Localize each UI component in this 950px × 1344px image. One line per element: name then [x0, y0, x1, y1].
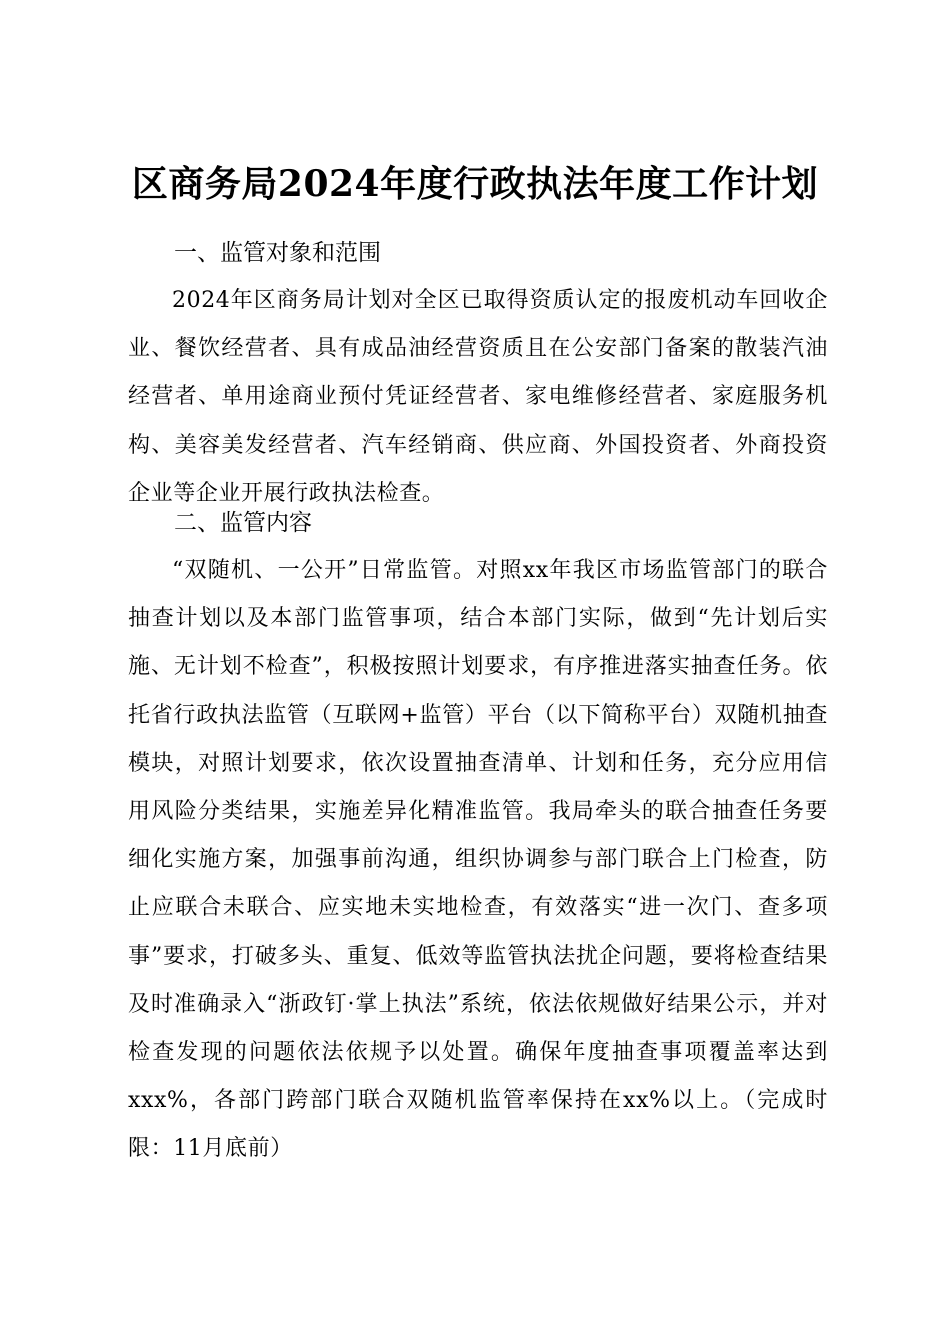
section-paragraph: 2024年区商务局计划对全区已取得资质认定的报废机动车回收企业、餐饮经营者、具有成品油经营资质且在公安部门备案的散装汽油经营者、单用途商业预付凭证经营者、家电维修经营者、家庭服务机构、美容美发经营者、汽车经销商、供应商、外国投资者、外商投资企业等企业开展行政执法检查。 — [128, 288, 828, 506]
section-supervision-scope — [128, 229, 828, 518]
section-paragraph: “双随机、一公开”日常监管。对照xx年我区市场监管部门的联合抽查计划以及本部门监管事项，结合本部门实际，做到“先计划后实施、无计划不检查”，积极按照计划要求，有序推进落实抽查任务。依托省行政执法监管（互联网+监管）平台（以下简称平台）双随机抽查模块，对照计划要求，依次设置抽查清单、计划和任务，充分应用信用风险分类结果，实施差异化精准监管。我局牵头的联合抽查任务要细化实施方案，加强事前沟通，组织协调参与部门联合上门检查，防止应联合未联合、应实地未实地检查，有效落实“进一次门、查多项事”要求，打破多头、重复、低效等监管执法扰企问题，要将检查结果及时准确录入“浙政钉·掌上执法”系统，依法依规做好结果公示，并对检查发现的问题依法依规予以处置。确保年度抽查事项覆盖率达到xxx%，各部门跨部门联合双随机监管率保持在xx%以上。（完成时限：11月底前） — [128, 558, 828, 1162]
document-title: 区商务局2024年度行政执法年度工作计划 — [131, 163, 819, 206]
section-heading: 一、监管对象和范围 — [174, 240, 381, 266]
section-heading: 二、监管内容 — [174, 510, 312, 536]
section-supervision-content — [128, 499, 828, 1174]
